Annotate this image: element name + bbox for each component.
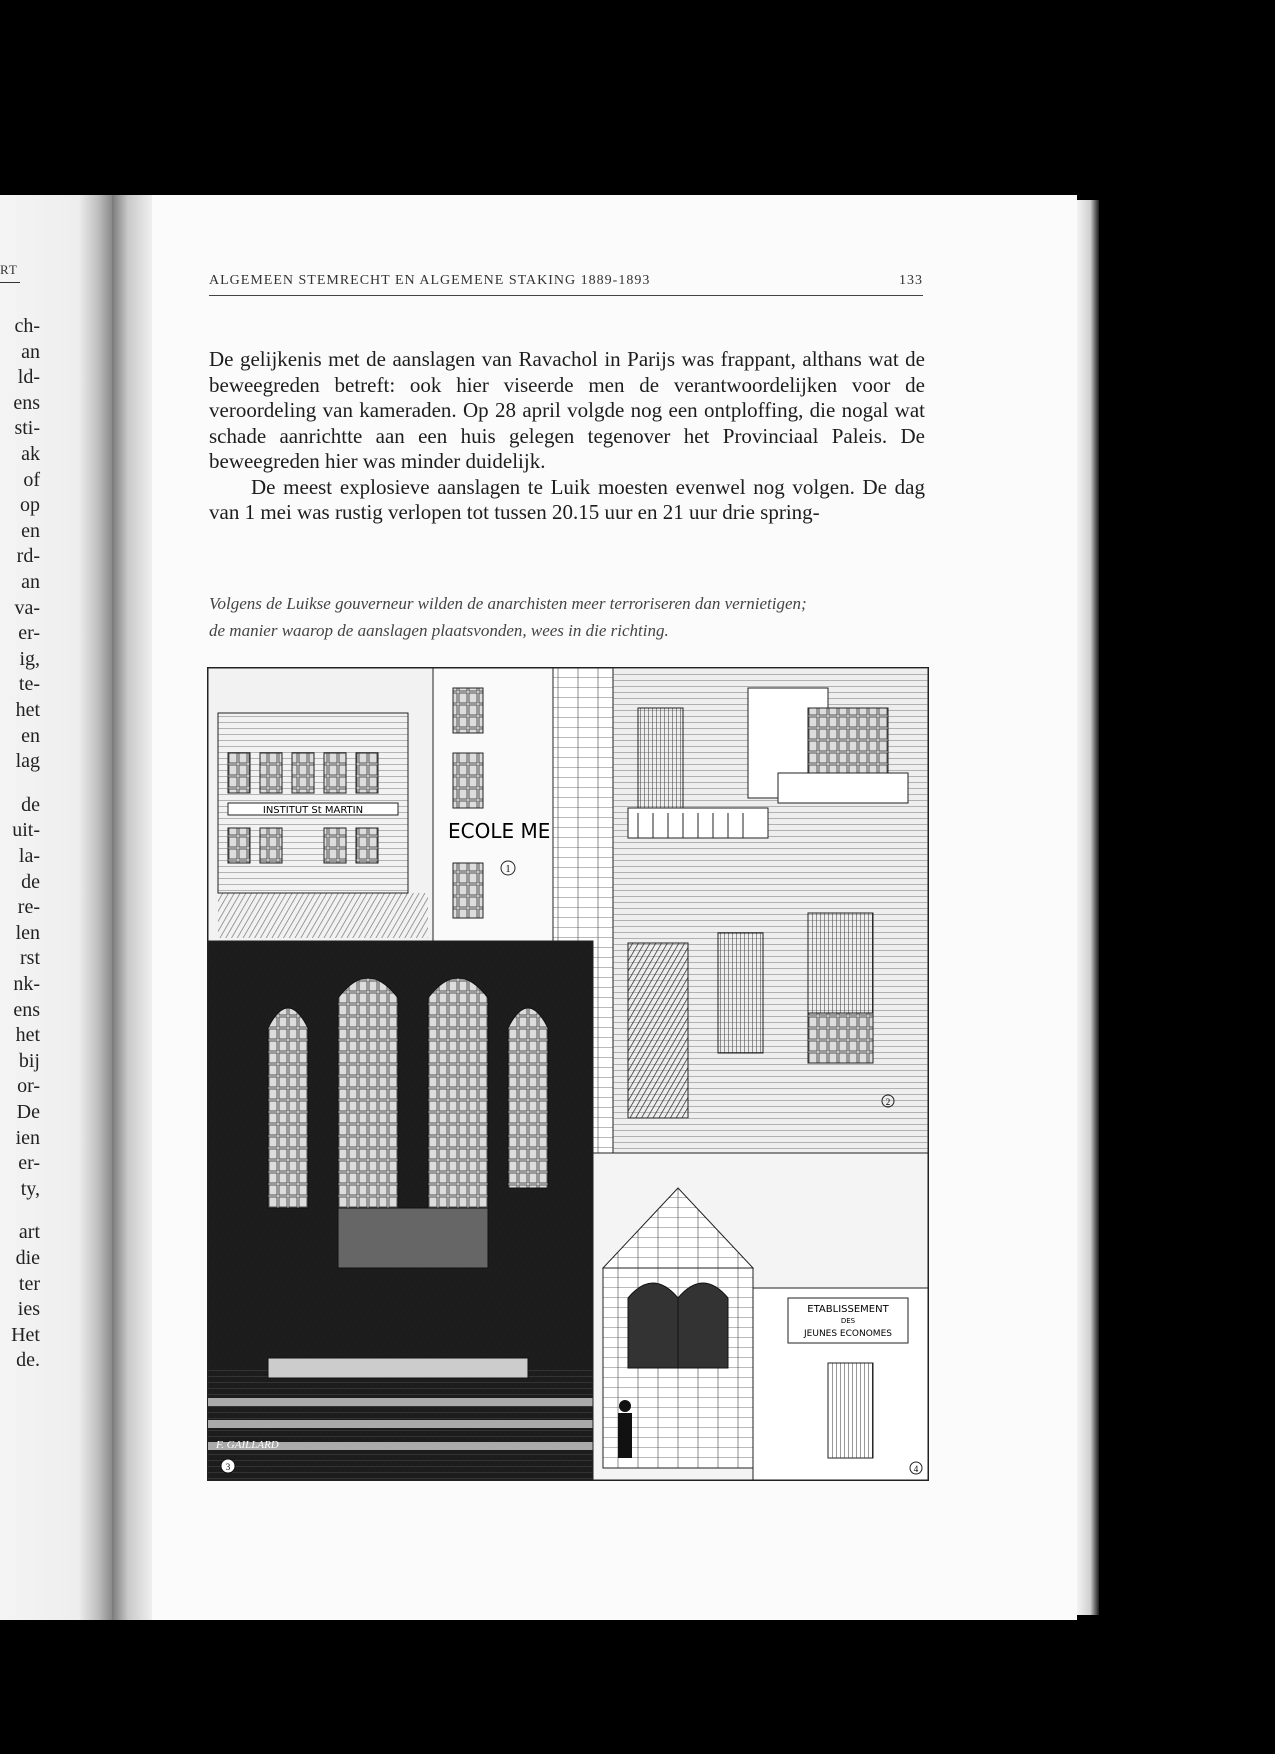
left-page-line-fragment: sti- — [14, 417, 40, 440]
left-page-line-fragment: ch- — [14, 315, 40, 337]
left-page-line-fragment: het — [15, 699, 40, 721]
left-page-line-fragment: ies — [17, 1298, 40, 1321]
left-page-line-fragment: ens — [13, 391, 40, 414]
engraving-collage — [207, 667, 929, 1481]
left-page-line-fragment: ens — [13, 998, 40, 1021]
left-page-line-fragment: Het — [11, 1323, 40, 1346]
left-page-line-fragment: de — [21, 870, 40, 893]
panel-etablissement — [593, 1153, 928, 1480]
body-text — [209, 347, 925, 526]
left-page-line-fragment: rst — [20, 947, 40, 970]
left-page-line-fragment: uit- — [12, 819, 40, 842]
left-page-line-fragment: an — [21, 340, 40, 363]
left-page-line-fragment: De — [16, 1101, 40, 1123]
left-page-line-fragment: nk- — [13, 973, 40, 995]
left-page-line-fragment: art — [18, 1221, 40, 1244]
left-page-line-fragment: or- — [17, 1075, 40, 1098]
left-page-line-fragment: lag — [15, 750, 40, 773]
left-page-line-fragment: ty, — [20, 1177, 40, 1200]
left-page-line-fragment: of — [23, 468, 40, 491]
left-page-line-fragment: en — [21, 519, 40, 542]
left-page-line-fragment: ien — [15, 1126, 40, 1149]
left-page-line-fragment: ig, — [19, 647, 40, 670]
left-page-line-fragment: er- — [18, 1152, 40, 1175]
left-page-line-fragment: va- — [14, 596, 40, 619]
running-header-title: ALGEMEEN STEMRECHT EN ALGEMENE STAKING 1889-1893 — [209, 273, 651, 288]
right-page-edge — [1077, 200, 1099, 1615]
left-page-line-fragment: te- — [18, 673, 40, 696]
etablissement-sign-line: JEUNES ECONOMES — [804, 1329, 892, 1339]
svg-text:2: 2 — [885, 1097, 891, 1107]
panel-facade — [553, 668, 928, 1153]
left-page-line-fragment: de. — [16, 1349, 40, 1372]
left-page-line-fragment: die — [15, 1247, 40, 1269]
svg-text:3: 3 — [225, 1462, 231, 1472]
paragraph: De gelijkenis met de aanslagen van Ravachol in Parijs was frappant, althans wat de beweegreden betreft: ook hier viseerde men de verantwoordelijken voor de veroordeling van kameraden. Op 28 april volgde nog een ontploffing, die nogal wat schade aanrichtte aan een huis gelegen tegenover het Provinciaal Paleis. De beweegreden hier was minder duidelijk. — [209, 347, 925, 473]
svg-text:4: 4 — [913, 1464, 919, 1474]
right-page — [152, 195, 1077, 1620]
panel-institut-st-martin — [208, 668, 553, 941]
left-page-line-fragment: ld- — [17, 366, 40, 389]
ecole-sign: ECOLE ME — [448, 819, 551, 843]
left-page-line-fragment: re- — [17, 896, 40, 919]
left-page-line-fragment: rd- — [16, 545, 40, 568]
engraving-svg — [208, 668, 928, 1480]
paragraph: De meest explosieve aanslagen te Luik moesten evenwel nog volgen. De dag van 1 mei was rustig verlopen tot tussen 20.15 uur en 21 uur drie spring- — [209, 474, 925, 524]
left-page-line-fragment: er- — [18, 622, 40, 645]
facing-left-page — [0, 195, 112, 1620]
left-page-line-fragment: an — [21, 571, 40, 593]
institut-sign: INSTITUT St MARTIN — [262, 805, 364, 816]
left-page-header-fragment: RT — [0, 262, 20, 283]
running-header — [209, 273, 923, 296]
caption-line: Volgens de Luikse gouverneur wilden de anarchisten meer terroriseren dan vernietigen; — [209, 594, 807, 613]
left-page-line-fragment: en — [21, 724, 40, 747]
page-number: 133 — [899, 273, 923, 288]
left-page-line-fragment: op — [20, 494, 40, 517]
figure-caption — [209, 590, 925, 644]
left-page-line-fragment: het — [15, 1024, 40, 1047]
left-page-line-fragment: ter — [18, 1272, 40, 1295]
etablissement-sign-line: DES — [840, 1317, 856, 1325]
etablissement-sign-line: ETABLISSEMENT — [807, 1304, 889, 1315]
caption-line: de manier waarop de aanslagen plaatsvonden, wees in die richting. — [209, 621, 669, 640]
left-page-line-fragment: la- — [18, 845, 40, 867]
left-page-line-fragment: ak — [21, 443, 40, 465]
left-page-line-fragment: len — [15, 921, 40, 944]
book-gutter — [112, 195, 152, 1620]
left-page-line-fragment: bij — [18, 1049, 40, 1072]
panel-church-interior — [208, 941, 593, 1480]
left-page-line-fragment: de — [21, 793, 40, 816]
artist-signature: F. GAILLARD — [216, 1439, 279, 1451]
svg-text:1: 1 — [505, 864, 511, 875]
